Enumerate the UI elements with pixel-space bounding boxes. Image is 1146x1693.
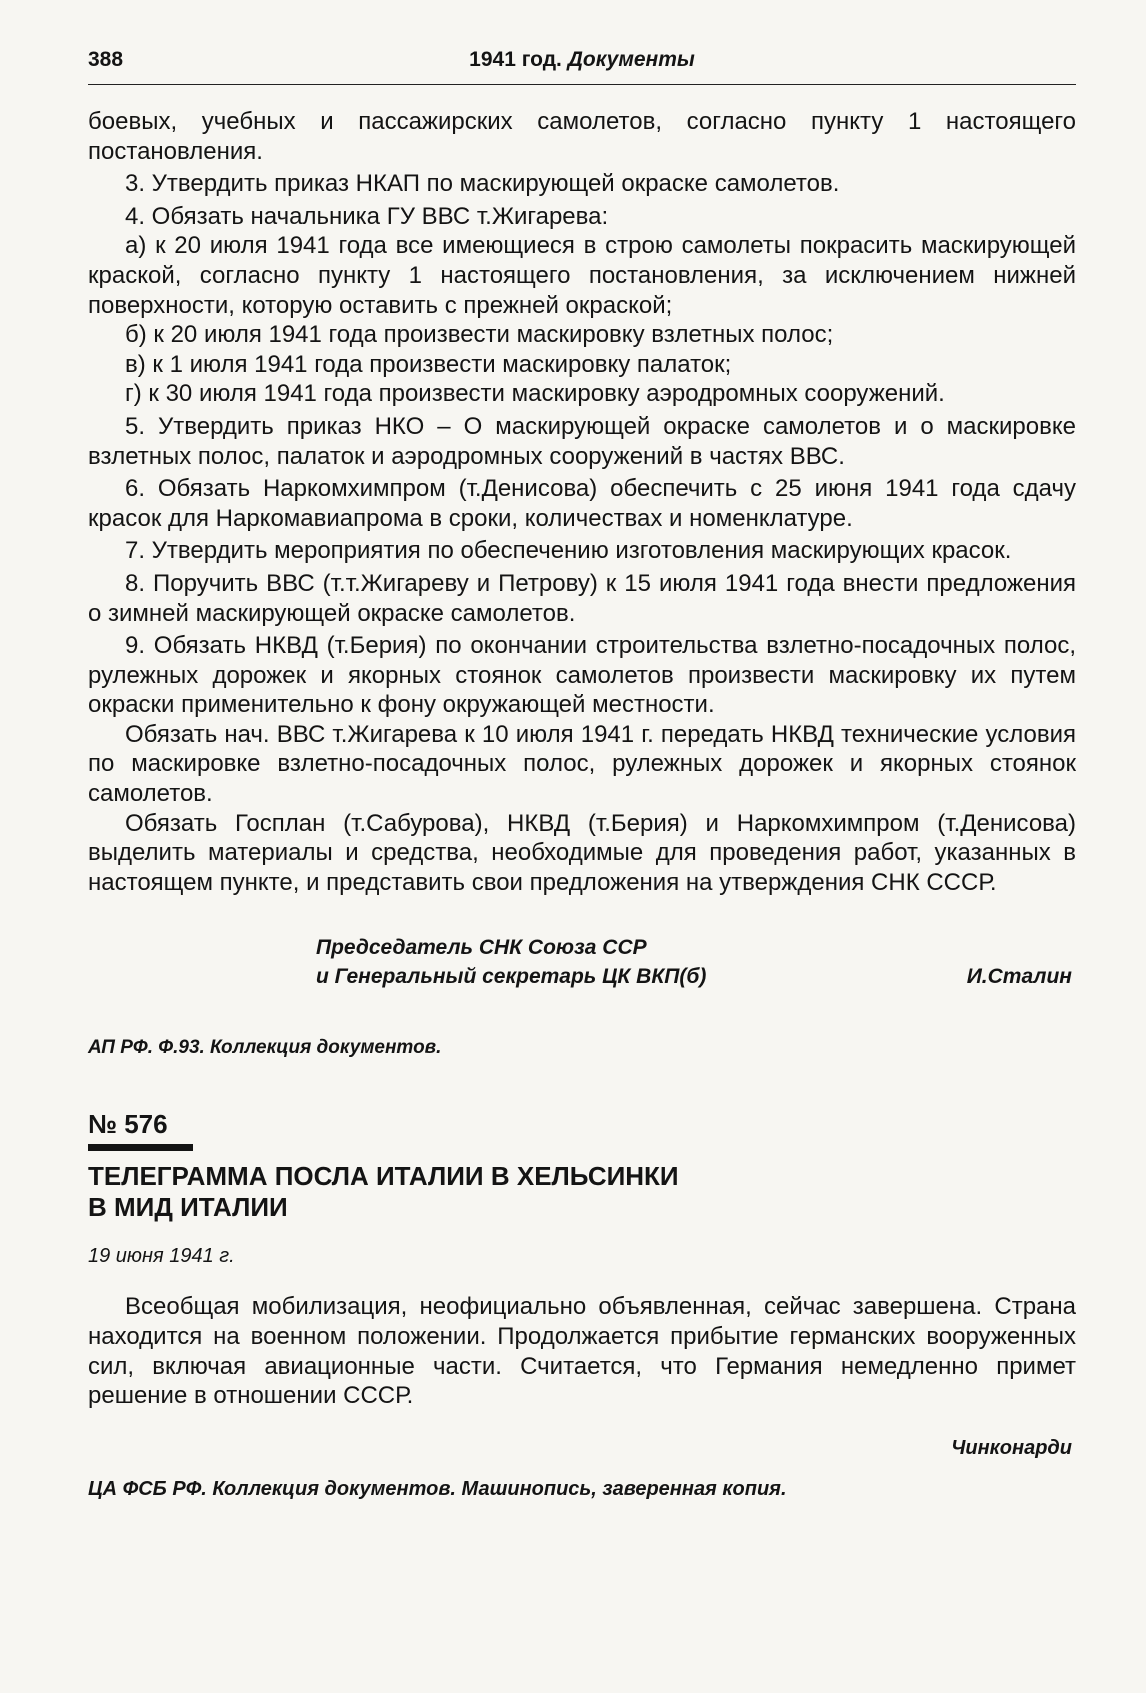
document-title (88, 1161, 728, 1223)
signatory-post-line: Председатель СНК Союза ССР (316, 936, 647, 960)
paragraph: 3. Утвердить приказ НКАП по маскирующей окраске самолетов. (125, 170, 840, 198)
document-title-line: ТЕЛЕГРАММА ПОСЛА ИТАЛИИ В ХЕЛЬСИНКИ (88, 1161, 679, 1192)
page-number: 388 (88, 48, 124, 71)
running-title-series: Документы (567, 48, 695, 71)
paragraph: в) к 1 июля 1941 года произвести маскировку палаток; (125, 350, 732, 378)
telegram-signer: Чинконарди (951, 1436, 1072, 1459)
paragraph: Всеобщая мобилизация, неофициально объявленная, сейчас завершена. Страна находится на военном положении. Продолжается прибытие германских вооруженных сил, включая авиационные части. Считается, что Германия немедленно примет решение в отношении СССР. (88, 1293, 1076, 1410)
document-number-rule (88, 1144, 193, 1151)
book-page (88, 0, 1076, 1501)
document-date: 19 июня 1941 г. (88, 1245, 235, 1268)
running-title (88, 48, 1076, 72)
paragraph: Обязать Госплан (т.Сабурова), НКВД (т.Берия) и Наркомхимпром (т.Денисова) выделить материалы и средства, необходимые для проведения работ, указанных в настоящем пункте, и представить свои предложения на утверждения СНК СССР. (88, 809, 1076, 896)
paragraph: 8. Поручить ВВС (т.т.Жигареву и Петрову) к 15 июля 1941 года внести предложения о зимней маскирующей окраске самолетов. (88, 569, 1076, 627)
paragraph: боевых, учебных и пассажирских самолетов, согласно пункту 1 настоящего постановления. (88, 108, 1076, 165)
running-title-year: 1941 год. (469, 48, 562, 71)
paragraph: 5. Утвердить приказ НКО – О маскирующей окраске самолетов и о маскировке взлетных полос, палаток и аэродромных сооружений в частях ВВС. (88, 412, 1076, 470)
paragraph: г) к 30 июля 1941 года произвести маскировку аэродромных сооружений. (125, 380, 945, 408)
document-number: № 576 (88, 1109, 168, 1140)
signatory-post (316, 933, 706, 991)
archive-reference: АП РФ. Ф.93. Коллекция документов. (88, 1037, 442, 1059)
document-title-line: В МИД ИТАЛИИ (88, 1192, 288, 1223)
running-header (88, 0, 1076, 85)
paragraph: 4. Обязать начальника ГУ ВВС т.Жигарева: (125, 202, 609, 230)
signatory-post-line: и Генеральный секретарь ЦК ВКП(б) (316, 965, 707, 989)
paragraph: 9. Обязать НКВД (т.Берия) по окончании строительства взлетно-посадочных полос, рулежных дорожек и якорных стоянок самолетов произвести маскировку их путем окраски применительно к фону окружающей местности. (88, 632, 1076, 719)
paragraph: Обязать нач. ВВС т.Жигарева к 10 июля 1941 г. передать НКВД технические условия по маскировке взлетно-посадочных полос, рулежных дорожек и якорных стоянок самолетов. (88, 720, 1076, 808)
paragraph: 7. Утвердить мероприятия по обеспечению изготовления маскирующих красок. (125, 537, 1012, 565)
signature-block (88, 933, 1076, 1007)
paragraph: а) к 20 июля 1941 года все имеющиеся в строю самолеты покрасить маскирующей краской, согласно пункту 1 настоящего постановления, за исключением нижней поверхности, которую оставить с прежней окраской; (88, 232, 1076, 319)
archive-reference: ЦА ФСБ РФ. Коллекция документов. Машинопись, заверенная копия. (88, 1477, 787, 1500)
telegram-body (88, 1292, 1076, 1410)
decree-body (88, 107, 1076, 897)
paragraph: 6. Обязать Наркомхимпром (т.Денисова) обеспечить с 25 июня 1941 года сдачу красок для Наркомавиапрома в сроки, количествах и номенклатуре. (88, 475, 1076, 532)
signatory-name: И.Сталин (966, 965, 1072, 989)
paragraph: б) к 20 июля 1941 года произвести маскировку взлетных полос; (125, 321, 834, 349)
